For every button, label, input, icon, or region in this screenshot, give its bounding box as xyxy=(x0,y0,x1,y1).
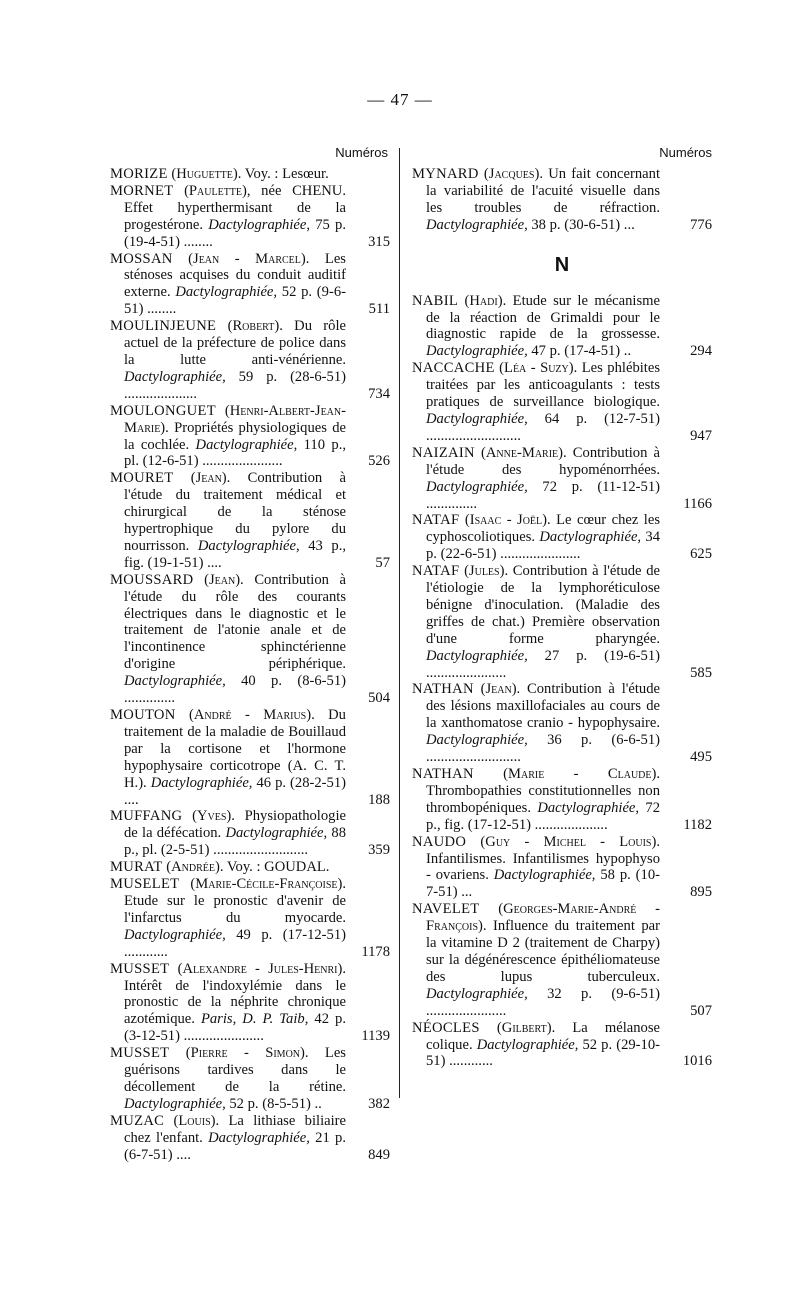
bibliography-entry xyxy=(110,251,390,319)
author-given-name: (Marie - Claude). xyxy=(503,766,660,782)
entry-text xyxy=(412,681,660,766)
bibliography-entry xyxy=(412,293,712,361)
author-surname: MUSSET xyxy=(110,1045,170,1062)
entry-text xyxy=(412,360,660,445)
author-surname: MOSSAN xyxy=(110,250,173,267)
entry-pagination: 72 p., fig. (17-12-51) .................... xyxy=(426,799,660,833)
entry-pagination: 75 p. (19-4-51) ........ xyxy=(124,216,347,250)
entry-pagination: Lesœur. xyxy=(282,166,329,182)
entry-title-text: Contribution à l'étude des hypoménorrhées. xyxy=(426,444,660,478)
entry-number: 849 xyxy=(368,1146,390,1163)
column-header-right: Numéros xyxy=(659,145,712,160)
author-surname: MUSELET xyxy=(110,876,180,893)
bibliography-entry xyxy=(110,1113,390,1164)
author-given-name: (Léa - Suzy). xyxy=(499,360,578,377)
entry-text xyxy=(412,563,660,681)
left-column xyxy=(110,145,390,1163)
author-given-name: (Gilbert). xyxy=(496,1019,556,1036)
entry-text xyxy=(110,859,346,876)
entry-title-text: Intérêt de l'indoxylémie dans le pronostic de la néphrite chronique azotémique. xyxy=(124,977,346,1028)
entry-title-text: Contribution à l'étude de l'étiologie de la lymphoréticulose bénigne d'inoculation. (Maladie des griffes de chat.) Première observation d'une forme pharyngée. xyxy=(426,563,660,647)
author-surname: NAUDO xyxy=(412,833,467,850)
entry-title-text: La lithiase biliaire chez l'enfant. xyxy=(124,1112,346,1146)
entry-number: 895 xyxy=(690,884,712,901)
entry-pagination: 52 p. (29-10-51) ............ xyxy=(426,1036,660,1070)
entry-text xyxy=(412,766,660,834)
entry-title-text: née CHENU. Effet hyperthermisant de la progestérone. xyxy=(124,182,346,233)
author-given-name: (Yves). xyxy=(192,808,235,825)
bibliography-entry xyxy=(110,1045,390,1113)
entry-text xyxy=(110,572,346,707)
right-entries-top xyxy=(412,166,712,234)
entry-text xyxy=(412,834,660,902)
publication-format: Dactylographiée, xyxy=(426,343,528,360)
publication-format: Paris, D. P. Taib, xyxy=(200,1011,309,1028)
entry-pagination: 46 p. (28-2-51) .... xyxy=(124,774,346,808)
author-surname: MOULONGUET xyxy=(110,402,216,419)
entry-pagination: 43 p., fig. (19-1-51) .... xyxy=(124,537,346,571)
entry-number: 57 xyxy=(375,554,390,571)
bibliography-entry xyxy=(412,512,712,563)
entry-number: 495 xyxy=(690,749,712,766)
bibliography-entry xyxy=(110,470,390,571)
author-surname: MUSSET xyxy=(110,960,170,977)
publication-format: Dactylographiée, xyxy=(426,647,528,664)
entry-number: 294 xyxy=(690,343,712,360)
entry-text xyxy=(110,183,346,251)
author-surname: MOULINJEUNE xyxy=(110,318,217,335)
entry-text xyxy=(412,1020,660,1071)
entry-text xyxy=(110,1045,346,1113)
entry-text xyxy=(110,1113,346,1164)
entry-number: 359 xyxy=(368,842,390,859)
author-given-name: (Hadi). xyxy=(464,292,507,309)
author-given-name: (Alexandre - Jules-Henri). xyxy=(177,960,346,977)
author-surname: MORNET xyxy=(110,182,174,199)
author-surname: NACCACHE xyxy=(412,360,495,377)
entry-text xyxy=(110,876,346,961)
entry-number: 947 xyxy=(690,427,712,444)
publication-format: Dactylographiée, xyxy=(195,436,298,453)
bibliography-entry xyxy=(110,403,390,471)
entry-title-text: Les guérisons tardives dans le décollement de la rétine. xyxy=(124,1045,346,1095)
bibliography-entry xyxy=(412,681,712,766)
entry-text xyxy=(110,470,346,571)
right-entries xyxy=(412,293,712,1071)
author-surname: NATHAN xyxy=(412,766,474,782)
entry-number: 511 xyxy=(368,301,390,318)
entry-text xyxy=(110,961,346,1046)
author-given-name: (Marie-Cécile-Françoise). xyxy=(190,876,346,893)
author-surname: NATAF xyxy=(412,563,460,580)
entry-text xyxy=(412,445,660,513)
author-surname: NATHAN xyxy=(412,681,474,698)
entry-text xyxy=(110,318,346,403)
entry-pagination: 58 p. (10-7-51) ... xyxy=(426,867,660,901)
bibliography-entry xyxy=(412,360,712,445)
author-given-name: (Jean). xyxy=(204,571,244,588)
publication-format: Dactylographiée, xyxy=(208,216,310,233)
entry-title-text: Propriétés physiologiques de la cochlée. xyxy=(124,419,346,453)
entry-title-text: Du rôle actuel de la préfecture de police dans la lutte anti-vénérienne. xyxy=(124,318,346,368)
entry-pagination: 34 p. (22-6-51) ...................... xyxy=(426,529,660,563)
entry-pagination: 27 p. (19-6-51) ...................... xyxy=(426,647,660,681)
entry-title-text: Contribution à l'étude du rôle des courants électriques dans le diagnostic et le traitement de l'atonie anale et de l'incontinence sphinctérienne d'origine périphérique. xyxy=(124,571,346,673)
section-letter: N xyxy=(554,253,570,276)
publication-format: Dactylographiée, xyxy=(124,926,226,943)
entry-pagination: 110 p., pl. (12-6-51) ...................... xyxy=(124,436,346,470)
author-given-name: (Jules). xyxy=(464,563,509,580)
author-surname: MYNARD xyxy=(412,166,479,182)
entry-pagination: 21 p. (6-7-51) .... xyxy=(124,1129,346,1163)
entry-text xyxy=(412,166,660,234)
entry-pagination: 36 p. (6-6-51) .......................... xyxy=(426,732,660,766)
publication-format: Dactylographiée, xyxy=(225,825,328,842)
publication-format: Dactylographiée, xyxy=(426,732,528,749)
author-given-name: (Anne-Marie). xyxy=(481,444,567,461)
bibliography-entry xyxy=(412,1020,712,1071)
author-given-name: (Jean - Marcel). xyxy=(188,250,310,267)
bibliography-entry xyxy=(412,901,712,1019)
publication-format: Dactylographiée, xyxy=(539,529,642,546)
author-given-name: (Jean). xyxy=(480,681,521,698)
entry-number: 585 xyxy=(690,664,712,681)
entry-text xyxy=(412,293,660,361)
entry-pagination: 49 p. (17-12-51) ............ xyxy=(124,926,346,960)
publication-format: Dactylographiée, xyxy=(124,673,226,690)
entry-title-text: Du traitement de la maladie de Bouillaud par la cortisone et l'hormone hypophysaire corticotrope (A. C. T. H.). xyxy=(124,707,346,791)
author-given-name: (Robert). xyxy=(227,318,283,335)
entry-pagination: 38 p. (30-6-51) ... xyxy=(527,216,635,233)
author-surname: MUFFANG xyxy=(110,808,183,825)
bibliography-entry xyxy=(412,834,712,902)
entry-text xyxy=(110,166,346,183)
entry-title-text: Le cœur chez les cyphoscoliotiques. xyxy=(426,512,660,546)
author-surname: MORIZE xyxy=(110,166,168,182)
column-divider xyxy=(399,148,400,1098)
publication-format: Dactylographiée, xyxy=(197,537,300,554)
bibliography-entry xyxy=(110,808,390,859)
bibliography-entry xyxy=(110,572,390,707)
entry-title-text: La mélanose colique. xyxy=(426,1019,660,1053)
author-given-name: (André - Marius). xyxy=(188,707,315,723)
publication-format: Dactylographiée, xyxy=(426,216,528,233)
entry-pagination: 47 p. (17-4-51) .. xyxy=(527,343,632,360)
author-surname: MUZAC xyxy=(110,1112,165,1129)
entry-number: 1166 xyxy=(683,495,712,512)
entry-pagination: 40 p. (8-6-51) .............. xyxy=(124,673,346,707)
entry-number: 188 xyxy=(368,791,390,808)
author-given-name: (Huguette). xyxy=(171,166,242,182)
bibliography-entry xyxy=(110,859,390,876)
entry-number: 315 xyxy=(368,233,390,250)
page-number: — 47 — xyxy=(367,90,433,109)
entry-title-text: Physiopathologie de la défécation. xyxy=(124,808,346,842)
entry-pagination: 52 p. (9-6-51) ........ xyxy=(124,284,346,318)
entry-number: 625 xyxy=(690,546,712,563)
entry-pagination: 88 p., pl. (2-5-51) .......................... xyxy=(124,825,346,859)
author-given-name: (Isaac - Joël). xyxy=(464,512,551,529)
author-given-name: (Jean). xyxy=(190,470,231,487)
bibliography-entry xyxy=(412,766,712,834)
publication-format: Dactylographiée, xyxy=(124,368,226,385)
author-given-name: (Georges-Marie-André - François). xyxy=(426,901,660,935)
bibliography-entry xyxy=(110,166,390,183)
entry-text xyxy=(412,901,660,1019)
entry-pagination: 59 p. (28-6-51) .................... xyxy=(124,368,346,402)
entry-text xyxy=(110,808,346,859)
entry-title-text: Influence du traitement par la vitamine D 2 (traitement de Charpy) sur la dégénérescence épithéliomateuse des lupus tuberculeux. xyxy=(426,918,660,985)
publication-format: Dactylographiée, xyxy=(426,410,528,427)
author-surname: MURAT xyxy=(110,859,163,876)
entry-pagination: 32 p. (9-6-51) ...................... xyxy=(426,985,660,1019)
bibliography-entry xyxy=(110,183,390,251)
entry-number: 1139 xyxy=(361,1028,390,1045)
entry-pagination: 52 p. (8-5-51) .. xyxy=(225,1095,322,1112)
entry-text xyxy=(110,403,346,471)
entry-number: 526 xyxy=(368,453,390,470)
right-column xyxy=(412,145,712,1070)
publication-format: Dactylographiée, xyxy=(175,284,278,301)
author-given-name: (Andrée). xyxy=(166,859,224,876)
author-surname: NAIZAIN xyxy=(412,444,475,461)
entry-title-text: Etude sur le pronostic d'avenir de l'infarctus du myocarde. xyxy=(124,892,346,926)
entry-text xyxy=(110,251,346,319)
author-given-name: (Guy - Michel - Louis). xyxy=(480,833,660,850)
entry-title-text: Un fait concernant la variabilité de l'acuité visuelle dans les troubles de réfraction. xyxy=(426,166,660,216)
publication-format: Dactylographiée, xyxy=(493,867,596,884)
publication-format: Dactylographiée, xyxy=(426,478,528,495)
bibliography-entry xyxy=(110,876,390,961)
author-surname: MOUTON xyxy=(110,707,176,723)
entry-number: 504 xyxy=(368,690,390,707)
author-surname: MOUSSARD xyxy=(110,571,194,588)
publication-format: Dactylographiée, xyxy=(476,1036,579,1053)
author-surname: NAVELET xyxy=(412,901,480,918)
publication-format: Dactylographiée, xyxy=(537,799,640,816)
entry-number: 382 xyxy=(368,1095,390,1112)
bibliography-entry xyxy=(110,961,390,1046)
author-surname: NATAF xyxy=(412,512,460,529)
author-given-name: (Jacques). xyxy=(483,166,543,182)
entry-text xyxy=(412,512,660,563)
bibliography-entry xyxy=(412,445,712,513)
publication-format: Dactylographiée, xyxy=(208,1129,310,1146)
publication-format: Dactylographiée, xyxy=(124,1095,226,1112)
bibliography-entry xyxy=(110,318,390,403)
publication-format: Dactylographiée, xyxy=(150,774,253,791)
entry-number: 507 xyxy=(690,1002,712,1019)
entry-title-text: Voy. : GOUDAL. xyxy=(223,859,330,876)
entry-title-text: Thrombopathies constitutionnelles non thrombopéniques. xyxy=(426,782,660,816)
entry-number: 1178 xyxy=(361,943,390,960)
entry-title-text: Contribution à l'étude du traitement médical et chirurgical de la sténose hypertrophique du pylore du nourrisson. xyxy=(124,470,346,554)
author-surname: MOURET xyxy=(110,470,174,487)
entry-title-text: Voy. : xyxy=(241,166,283,182)
entry-text xyxy=(110,707,346,808)
entry-title-text: Les sténoses acquises du conduit auditif externe. xyxy=(124,250,346,301)
entry-number: 734 xyxy=(368,385,390,402)
author-given-name: (Paulette), xyxy=(184,182,251,199)
entry-pagination: 72 p. (11-12-51) .............. xyxy=(426,478,660,512)
column-header-left: Numéros xyxy=(335,145,388,160)
bibliography-entry xyxy=(412,563,712,681)
bibliography-entry xyxy=(412,166,712,234)
entry-title-text: Infantilismes. Infantilismes hypophyso - ovariens. xyxy=(426,850,660,884)
entry-title-text: Etude sur le mécanisme de la réaction de Grimaldi pour le diagnostic rapide de la grossesse. xyxy=(426,292,660,343)
entry-number: 776 xyxy=(690,216,712,233)
publication-format: Dactylographiée, xyxy=(426,985,528,1002)
entry-pagination: 42 p. (3-12-51) ...................... xyxy=(124,1011,346,1045)
entry-title-text: Contribution à l'étude des lésions maxillofaciales au cours de la xanthomatose cranio - hypophysaire. xyxy=(426,681,660,732)
author-given-name: (Pierre - Simon). xyxy=(185,1045,309,1062)
author-given-name: (Henri-Albert-Jean-Marie). xyxy=(124,402,346,436)
author-given-name: (Louis). xyxy=(173,1112,220,1129)
entry-pagination: 64 p. (12-7-51) .......................... xyxy=(426,410,660,444)
author-surname: NÉOCLES xyxy=(412,1019,480,1036)
author-surname: NABIL xyxy=(412,292,459,309)
entry-title-text: Les phlébites traitées par les anticoagulants : tests pratiques de surveillance biologique. xyxy=(426,360,661,411)
left-entries xyxy=(110,166,390,1163)
bibliography-entry xyxy=(110,707,390,808)
entry-number: 1182 xyxy=(683,816,712,833)
entry-number: 1016 xyxy=(682,1053,712,1070)
